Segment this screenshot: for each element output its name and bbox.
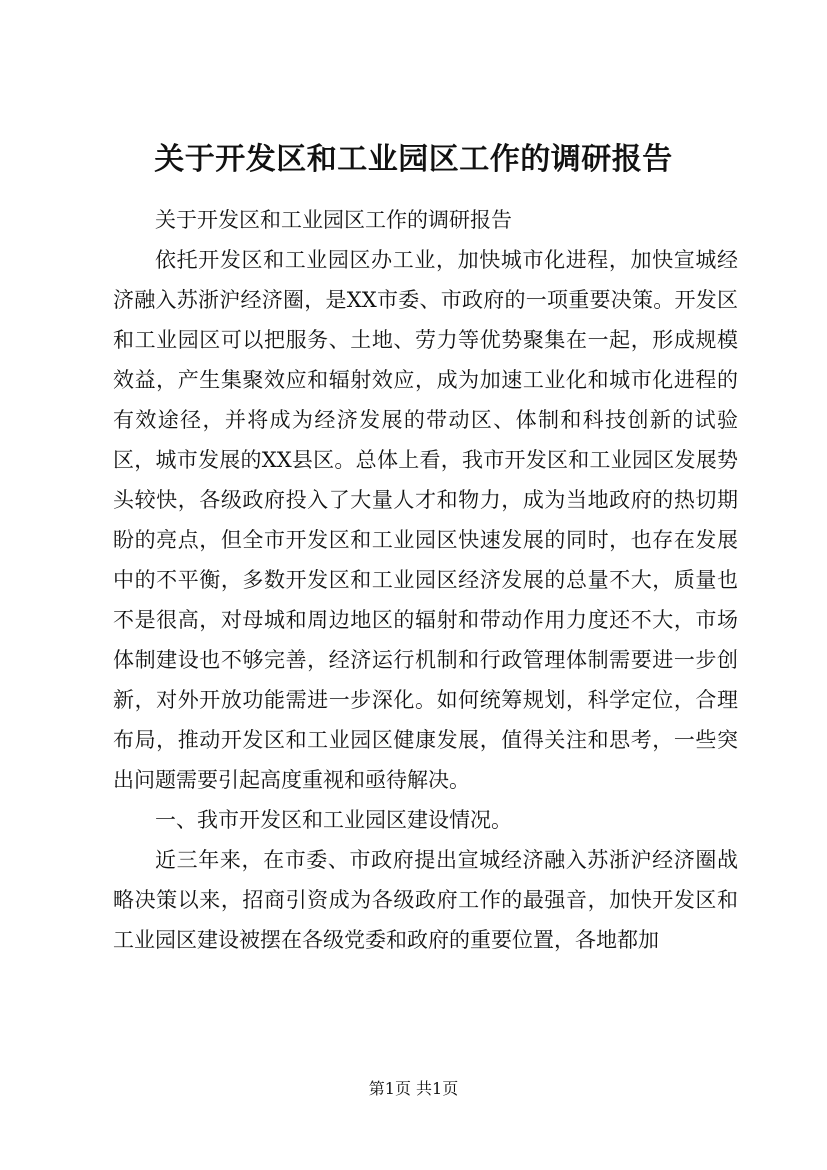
section-heading: 一、我市开发区和工业园区建设情况。: [155, 808, 512, 832]
subtitle-paragraph: 关于开发区和工业园区工作的调研报告: [155, 208, 512, 232]
section-paragraph: 近三年来，在市委、市政府提出宣城经济融入苏浙沪经济圈战略决策以来，招商引资成为各级政府工作的最强音，加快开发区和工业园区建设被摆在各级党委和政府的重要位置，各地都加: [113, 848, 738, 952]
document-body: [113, 200, 738, 960]
document-title: 关于开发区和工业园区工作的调研报告: [154, 142, 673, 177]
intro-paragraph: 依托开发区和工业园区办工业，加快城市化进程，加快宣城经济融入苏浙沪经济圈，是XX市委、市政府的一项重要决策。开发区和工业园区可以把服务、土地、劳力等优势聚集在一起，形成规模效益，产生集聚效应和辐射效应，成为加速工业化和城市化进程的有效途径，并将成为经济发展的带动区、体制和科技创新的试验区，城市发展的XX县区。总体上看，我市开发区和工业园区发展势头较快，各级政府投入了大量人才和物力，成为当地政府的热切期盼的亮点，但全市开发区和工业园区快速发展的同时，也存在发展中的不平衡，多数开发区和工业园区经济发展的总量不大，质量也不是很高，对母城和周边地区的辐射和带动作用力度还不大，市场体制建设也不够完善，经济运行机制和行政管理体制需要进一步创新，对外开放功能需进一步深化。如何统筹规划，科学定位，合理布局，推动开发区和工业园区健康发展，值得关注和思考，一些突出问题需要引起高度重视和亟待解决。: [113, 248, 738, 792]
page-footer: 第1页 共1页: [368, 1079, 459, 1098]
